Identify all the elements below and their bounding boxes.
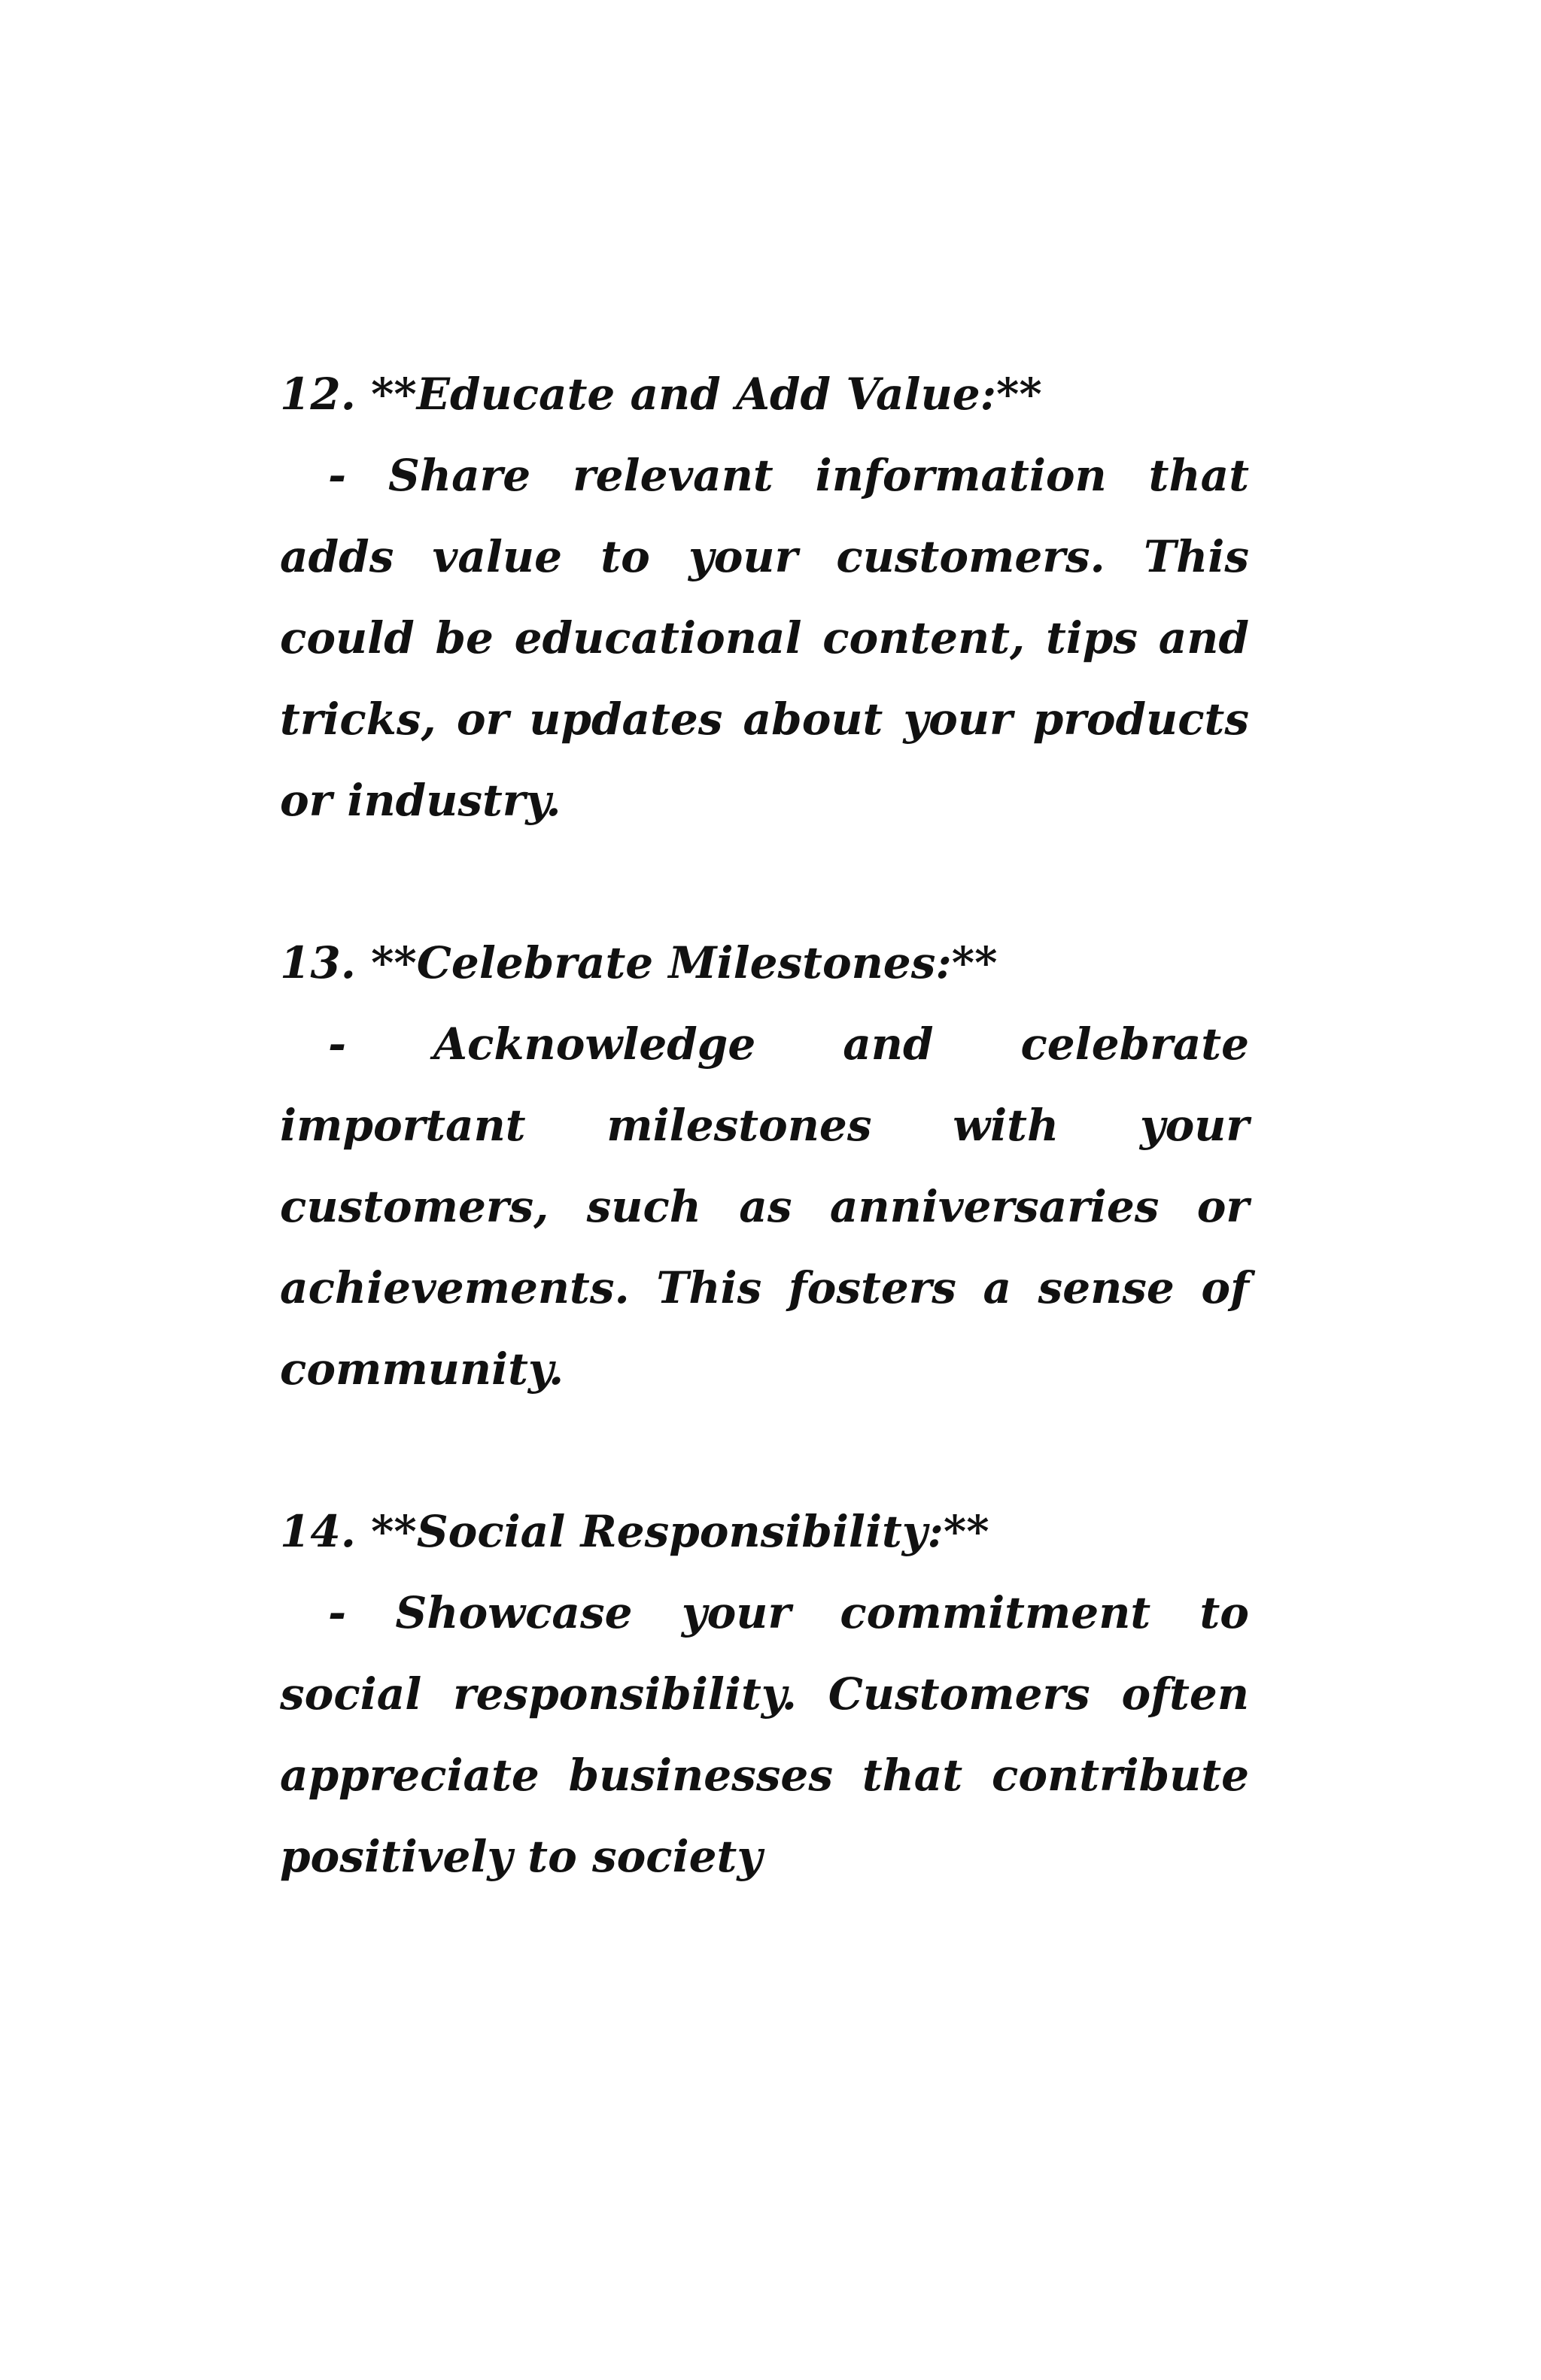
- section-social-responsibility: [280, 1491, 1249, 1897]
- section-heading: 12. **Educate and Add Value:**: [280, 369, 1042, 420]
- section-educate-and-add-value: [280, 354, 1249, 841]
- section-body: - Share relevant information that adds value to your customers. This could be educational content, tips and tricks, or updates about your products or industry.: [280, 450, 1249, 826]
- section-celebrate-milestones: [280, 922, 1249, 1410]
- section-heading: 13. **Celebrate Milestones:**: [280, 937, 998, 988]
- section-body: - Showcase your commitment to social responsibility. Customers often appreciate businesses that contribute positively to society: [280, 1587, 1249, 1882]
- section-body: - Acknowledge and celebrate important milestones with your customers, such as anniversaries or achievements. This fosters a sense of community.: [280, 1018, 1249, 1395]
- section-heading: 14. **Social Responsibility:**: [280, 1506, 989, 1557]
- page-content: [280, 354, 1249, 1897]
